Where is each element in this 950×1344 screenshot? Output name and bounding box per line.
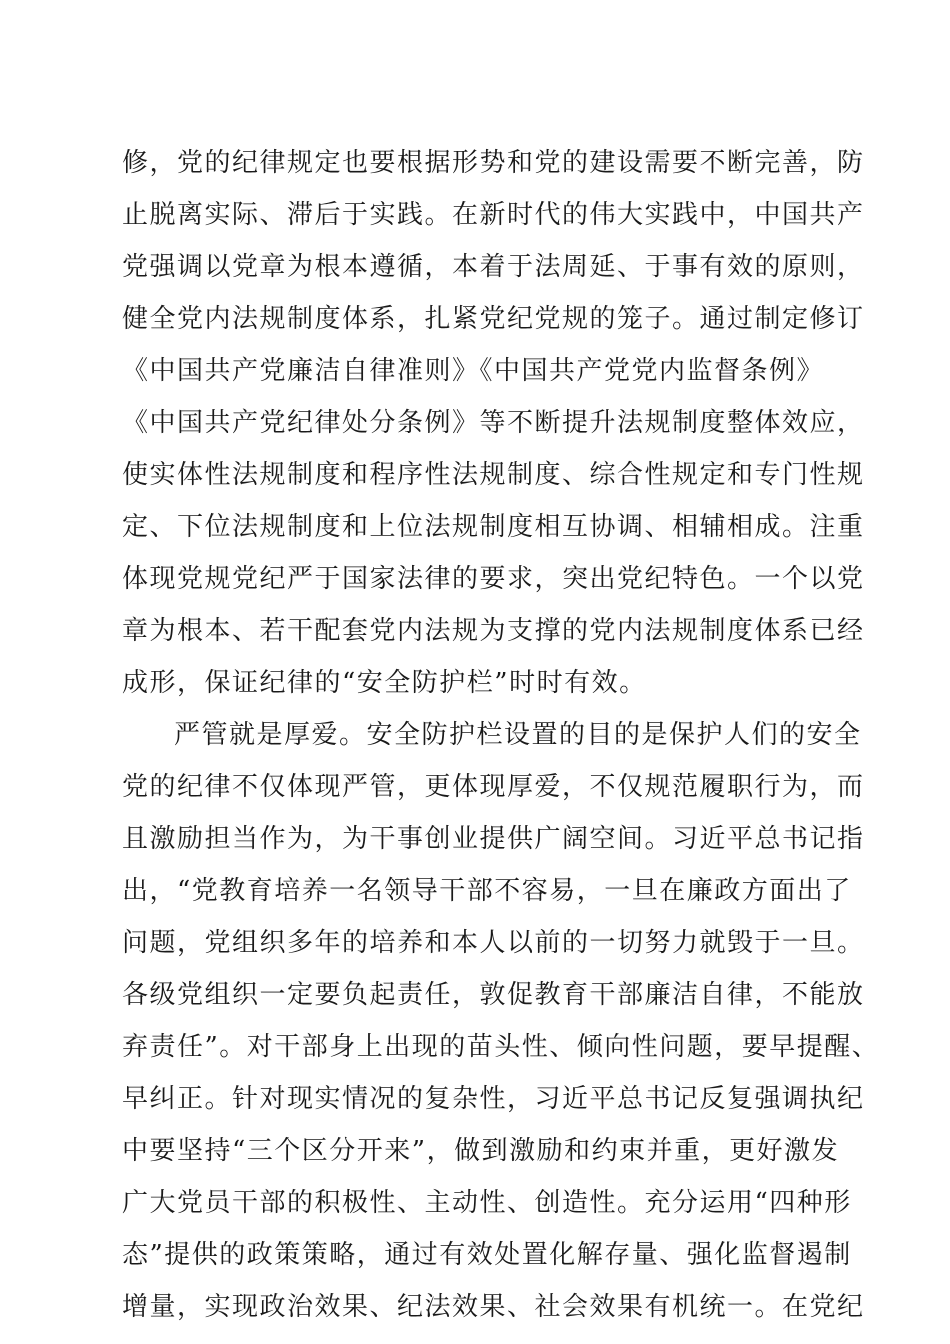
text-line: 成形，保证纪律的“安全防护栏”时时有效。: [122, 668, 647, 698]
text-line: 早纠正。针对现实情况的复杂性，习近平总书记反复强调执纪: [122, 1084, 865, 1114]
text-line: 健全党内法规制度体系，扎紧党纪党规的笼子。通过制定修订: [122, 304, 865, 334]
text-line: 各级党组织一定要负起责任，敦促教育干部廉洁自律，不能放: [122, 980, 865, 1010]
text-line: 出，“党教育培养一名领导干部不容易，一旦在廉政方面出了: [122, 876, 852, 906]
text-line: 党强调以党章为根本遵循，本着于法周延、于事有效的原则，: [122, 252, 865, 282]
text-line: 且激励担当作为，为干事创业提供广阔空间。习近平总书记指: [122, 824, 865, 854]
text-line: 定、下位法规制度和上位法规制度相互协调、相辅相成。注重: [122, 512, 865, 542]
text-line: 使实体性法规制度和程序性法规制度、综合性规定和专门性规: [122, 460, 865, 490]
text-line: 修，党的纪律规定也要根据形势和党的建设需要不断完善，防: [122, 148, 865, 178]
paragraph-start-line: 严管就是厚爱。安全防护栏设置的目的是保护人们的安全: [174, 720, 862, 750]
text-line: 态”提供的政策策略，通过有效处置化解存量、强化监督遏制: [122, 1240, 852, 1270]
text-line: 党的纪律不仅体现严管，更体现厚爱，不仅规范履职行为，而: [122, 772, 865, 802]
body-text: [122, 137, 880, 1333]
text-line: 体现党规党纪严于国家法律的要求，突出党纪特色。一个以党: [122, 564, 865, 594]
text-line: 《中国共产党纪律处分条例》等不断提升法规制度整体效应，: [122, 408, 865, 438]
text-line: 广大党员干部的积极性、主动性、创造性。充分运用“四种形: [122, 1188, 852, 1218]
text-line: 弃责任”。对干部身上出现的苗头性、倾向性问题，要早提醒、: [122, 1032, 880, 1062]
text-line: 《中国共产党廉洁自律准则》《中国共产党党内监督条例》: [122, 356, 825, 386]
text-line: 章为根本、若干配套党内法规为支撑的党内法规制度体系已经: [122, 616, 865, 646]
text-line: 问题，党组织多年的培养和本人以前的一切努力就毁于一旦。: [122, 928, 865, 958]
text-line: 止脱离实际、滞后于实践。在新时代的伟大实践中，中国共产: [122, 200, 865, 230]
text-line: 中要坚持“三个区分开来”，做到激励和约束并重，更好激发: [122, 1136, 840, 1166]
text-line: 增量，实现政治效果、纪法效果、社会效果有机统一。在党纪: [122, 1292, 865, 1322]
